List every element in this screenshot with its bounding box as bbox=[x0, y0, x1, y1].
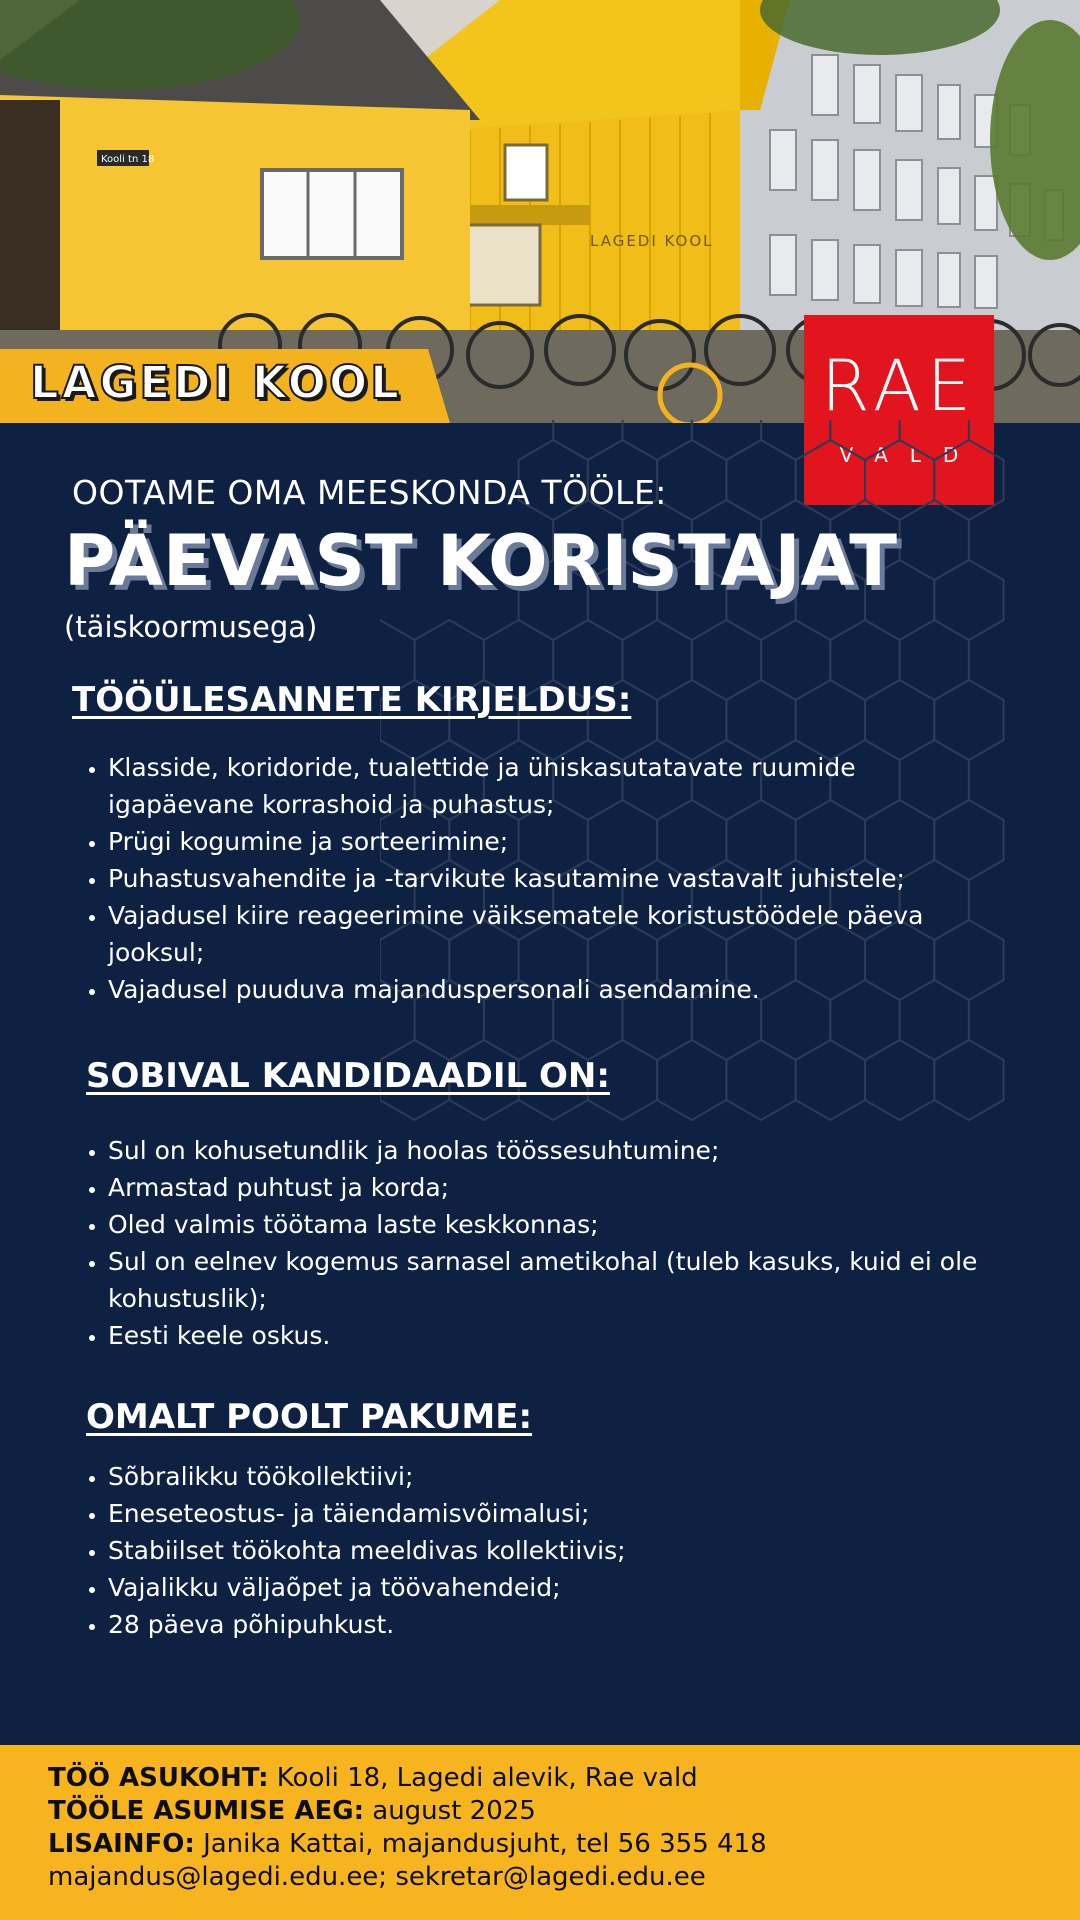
info-line bbox=[48, 1829, 767, 1859]
hexagon-shape bbox=[657, 1040, 726, 1120]
candidate-list bbox=[70, 1132, 1008, 1354]
offer-list bbox=[70, 1458, 1008, 1643]
list-item: • Eesti keele oskus. bbox=[108, 1317, 1008, 1354]
hexagon-shape bbox=[726, 440, 795, 520]
info-label: LISAINFO: bbox=[48, 1829, 195, 1859]
candidate-heading: SOBIVAL KANDIDAADIL ON: bbox=[86, 1056, 610, 1096]
logo-main-text: RAE bbox=[821, 345, 977, 427]
info-value: Janika Kattai, majandusjuht, tel 56 355 418 bbox=[203, 1829, 767, 1859]
list-item: • Oled valmis töötama laste keskkonnas; bbox=[108, 1206, 1008, 1243]
start-label: TÖÖLE ASUMISE AEG: bbox=[48, 1796, 364, 1826]
logo-sub-text: VALD bbox=[839, 443, 981, 467]
intro-eyebrow: OOTAME OMA MEESKONDA TÖÖLE: bbox=[72, 473, 667, 512]
list-item: • Vajalikku väljaõpet ja töövahendeid; bbox=[108, 1569, 1008, 1606]
hexagon-shape bbox=[934, 440, 1003, 520]
hexagon-shape bbox=[657, 440, 726, 520]
hexagon-shape bbox=[900, 500, 969, 580]
list-item: • Klasside, koridoride, tualettide ja ühiskasutatavate ruumide igapäevane korrashoid ja puhastus; bbox=[108, 749, 1008, 823]
hexagon-shape bbox=[865, 1040, 934, 1120]
hexagon-shape bbox=[761, 420, 830, 460]
hexagon-shape bbox=[796, 440, 865, 520]
list-item: • 28 päeva põhipuhkust. bbox=[108, 1606, 1008, 1643]
hexagon-shape bbox=[623, 420, 692, 460]
hexagon-shape bbox=[726, 680, 795, 760]
hexagon-shape bbox=[796, 680, 865, 760]
hexagon-shape bbox=[865, 440, 934, 520]
list-item: • Armastad puhtust ja korda; bbox=[108, 1169, 1008, 1206]
list-item: • Prügi kogumine ja sorteerimine; bbox=[108, 823, 1008, 860]
hexagon-shape bbox=[726, 1040, 795, 1120]
door-plate: Kooli tn 18 bbox=[101, 154, 155, 165]
list-item: • Stabiilset töökohta meeldivas kollektiivis; bbox=[108, 1532, 1008, 1569]
hexagon-shape bbox=[657, 680, 726, 760]
location-label: TÖÖ ASUKOHT: bbox=[48, 1763, 269, 1793]
start-line bbox=[48, 1796, 536, 1826]
offer-heading: OMALT POOLT PAKUME: bbox=[86, 1397, 533, 1437]
hexagon-shape bbox=[830, 620, 899, 700]
list-item: • Eneseteostus- ja täiendamisvõimalusi; bbox=[108, 1495, 1008, 1532]
job-title: PÄEVAST KORISTAJAT bbox=[64, 520, 897, 602]
hexagon-shape bbox=[934, 560, 1003, 640]
list-item: • Vajadusel puuduva majanduspersonali asendamine. bbox=[108, 971, 1008, 1008]
duties-heading: TÖÖÜLESANNETE KIRJELDUS: bbox=[72, 680, 632, 720]
hexagon-shape bbox=[934, 1040, 1003, 1120]
footer-info bbox=[0, 1745, 1080, 1920]
hexagon-shape bbox=[934, 680, 1003, 760]
hexagon-shape bbox=[623, 620, 692, 700]
hexagon-shape bbox=[865, 680, 934, 760]
hexagon-shape bbox=[900, 620, 969, 700]
hexagon-shape bbox=[692, 420, 761, 460]
duties-list bbox=[70, 749, 1008, 1008]
email-line[interactable]: majandus@lagedi.edu.ee; sekretar@lagedi.edu.ee bbox=[48, 1862, 706, 1892]
list-item: • Vajadusel kiire reageerimine väiksematele koristustöödele päeva jooksul; bbox=[108, 897, 1008, 971]
hexagon-shape bbox=[692, 620, 761, 700]
list-item: • Sul on kohusetundlik ja hoolas töössesuhtumine; bbox=[108, 1132, 1008, 1169]
hexagon-shape bbox=[553, 420, 622, 460]
list-item: • Sul on eelnev kogemus sarnasel ametikohal (tuleb kasuks, kuid ei ole kohustuslik); bbox=[108, 1243, 1008, 1317]
building-sign: LAGEDI KOOL bbox=[590, 232, 714, 250]
job-subtitle: (täiskoormusega) bbox=[64, 610, 318, 644]
hexagon-shape bbox=[796, 1040, 865, 1120]
hexagon-shape bbox=[761, 620, 830, 700]
hexagon-shape bbox=[900, 420, 969, 460]
list-item: • Sõbralikku töökollektiivi; bbox=[108, 1458, 1008, 1495]
hexagon-shape bbox=[830, 420, 899, 460]
school-name: LAGEDI KOOL bbox=[30, 356, 402, 409]
start-value: august 2025 bbox=[372, 1796, 536, 1826]
location-value: Kooli 18, Lagedi alevik, Rae vald bbox=[276, 1763, 698, 1793]
list-item: • Puhastusvahendite ja -tarvikute kasutamine vastavalt juhistele; bbox=[108, 860, 1008, 897]
location-line bbox=[48, 1763, 698, 1793]
